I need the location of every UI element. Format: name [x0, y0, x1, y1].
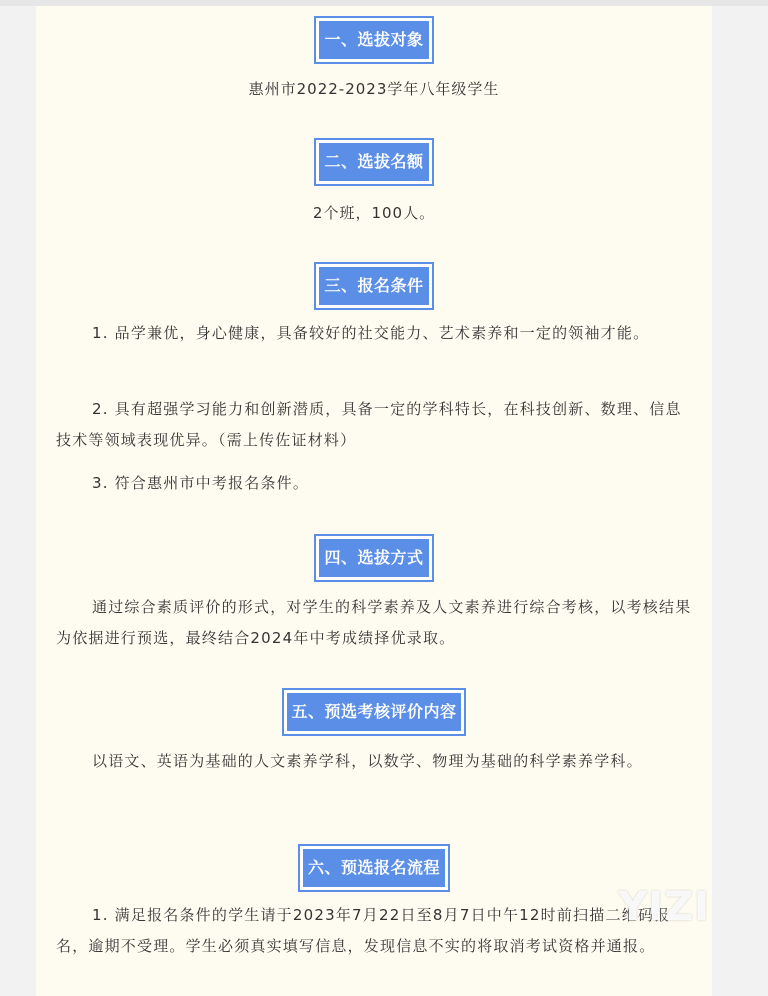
quota-text: 2个班，100人。	[312, 204, 436, 222]
section-title-selection-target: 一、选拔对象	[316, 18, 432, 62]
process-text: 1. 满足报名条件的学生请于2023年7月22日至8月7日中午12时前扫描二维码报名，逾期不受理。学生必须真实填写信息，发现信息不实的将取消考试资格并通报。	[56, 906, 671, 955]
condition-1: 1. 品学兼优，身心健康，具备较好的社交能力、艺术素养和一定的领袖才能。	[92, 324, 650, 342]
section-title-conditions: 三、报名条件	[316, 264, 432, 308]
method-text: 通过综合素质评价的形式，对学生的科学素养及人文素养进行综合考核，以考核结果为依据进行预选，最终结合2024年中考成绩择优录取。	[56, 598, 692, 647]
condition-3: 3. 符合惠州市中考报名条件。	[92, 474, 310, 492]
assessment-content-text: 以语文、英语为基础的人文素养学科，以数学、物理为基础的科学素养学科。	[92, 752, 643, 770]
section-title-registration-process: 六、预选报名流程	[300, 846, 448, 890]
article-body	[36, 6, 712, 996]
section-title-quota: 二、选拔名额	[316, 140, 432, 184]
section-title-method: 四、选拔方式	[316, 536, 432, 580]
watermark-logo: YIZI	[618, 884, 710, 930]
selection-target-text: 惠州市2022-2023学年八年级学生	[248, 80, 500, 98]
section-title-assessment-content: 五、预选考核评价内容	[284, 690, 464, 734]
condition-2: 2. 具有超强学习能力和创新潜质，具备一定的学科特长，在科技创新、数理、信息技术等领域表现优异。（需上传佐证材料）	[56, 400, 682, 449]
